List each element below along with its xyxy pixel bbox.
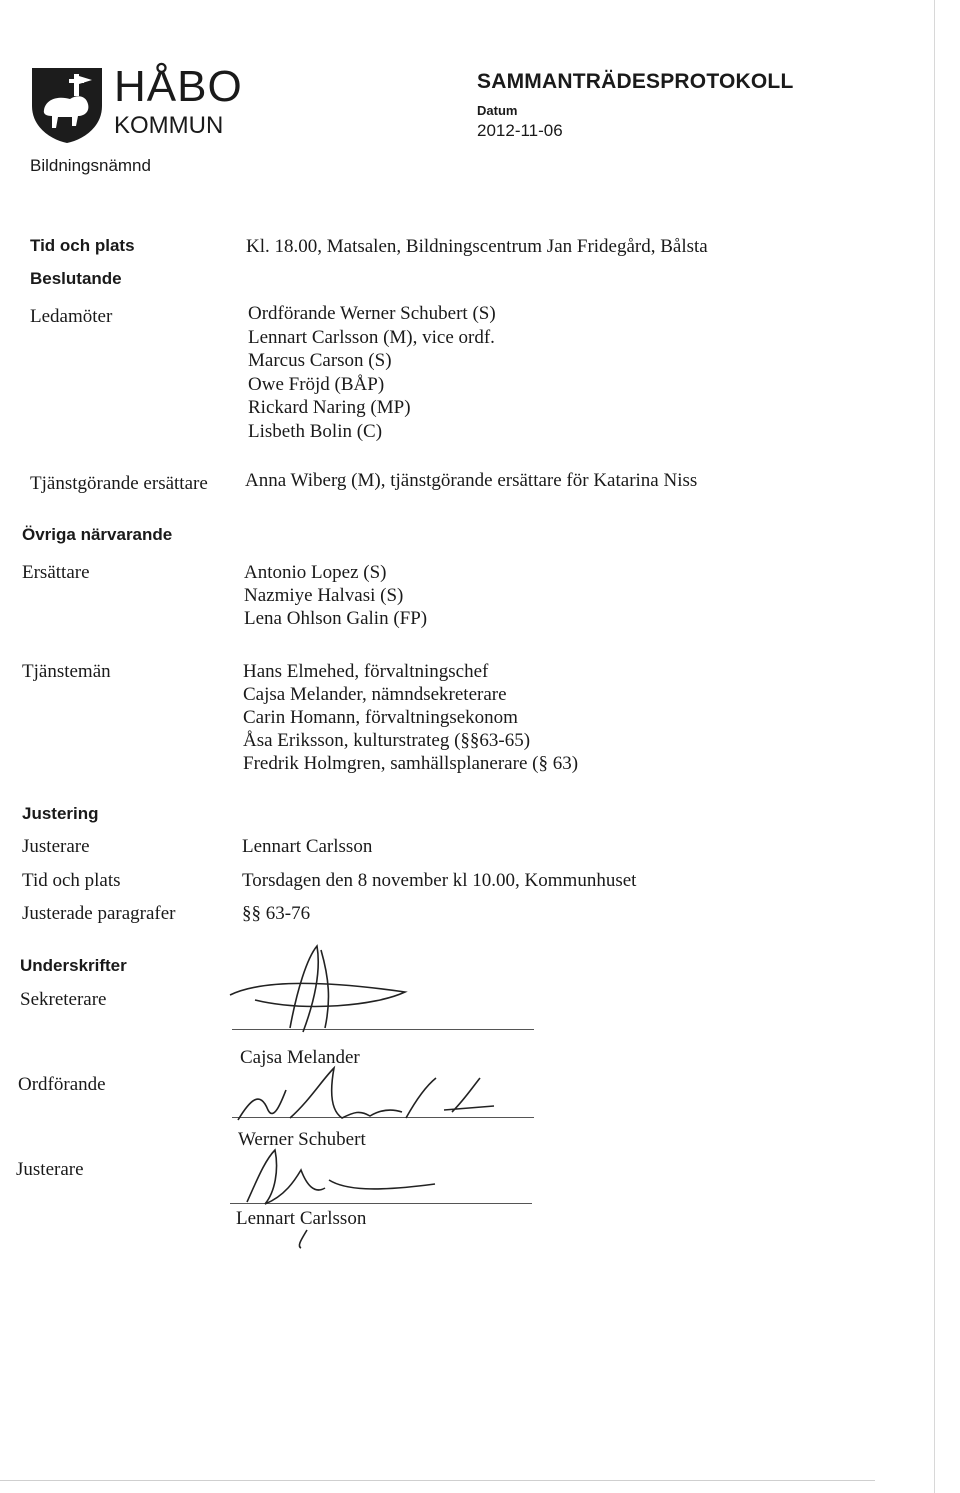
signature-label-chair: Ordförande xyxy=(18,1074,106,1095)
habo-coat-of-arms-icon xyxy=(30,66,104,144)
list-item: Ordförande Werner Schubert (S) xyxy=(248,303,496,324)
date-value: 2012-11-06 xyxy=(477,121,563,140)
time-place-value: Kl. 18.00, Matsalen, Bildningscentrum Jan Fridegård, Bålsta xyxy=(246,236,708,257)
signature-adjuster xyxy=(235,1140,455,1250)
signature-label-secretary: Sekreterare xyxy=(20,989,107,1010)
paragraphs-value: §§ 63-76 xyxy=(242,903,311,924)
page-edge-line xyxy=(934,0,935,1493)
list-item: Cajsa Melander, nämndsekreterare xyxy=(243,684,507,705)
list-item: Owe Fröjd (BÅP) xyxy=(248,373,385,395)
logo-subtitle: KOMMUN xyxy=(114,112,224,139)
logo-name: HÅBO xyxy=(114,62,243,111)
date-label: Datum xyxy=(477,103,518,118)
list-item: Carin Homann, förvaltningsekonom xyxy=(243,707,518,728)
adjuster-value: Lennart Carlsson xyxy=(242,836,373,857)
signature-name-chair: Werner Schubert xyxy=(238,1129,366,1150)
logo xyxy=(30,62,243,144)
deciding-heading: Beslutande xyxy=(30,269,122,288)
members-label: Ledamöter xyxy=(30,306,113,327)
list-item: Hans Elmehed, förvaltningschef xyxy=(243,661,489,682)
alternates-label: Ersättare xyxy=(22,562,90,583)
page-bottom-line xyxy=(0,1480,875,1481)
substitutes-label: Tjänstgörande ersättare xyxy=(30,473,208,494)
list-item: Antonio Lopez (S) xyxy=(244,562,387,583)
list-item: Marcus Carson (S) xyxy=(248,350,392,371)
list-item: Åsa Eriksson, kulturstrateg (§§63-65) xyxy=(243,730,531,751)
signature-secretary xyxy=(225,940,425,1040)
list-item: Lisbeth Bolin (C) xyxy=(248,420,383,442)
signature-chair xyxy=(230,1060,500,1140)
time-place-label: Tid och plats xyxy=(30,236,135,255)
list-item: Nazmiye Halvasi (S) xyxy=(244,585,404,606)
signatures-heading: Underskrifter xyxy=(20,956,127,975)
officials-list xyxy=(243,660,578,775)
members-list xyxy=(248,302,496,443)
list-item: Rickard Naring (MP) xyxy=(248,397,411,418)
adjuster-label: Justerare xyxy=(22,836,90,857)
others-heading: Övriga närvarande xyxy=(22,525,173,544)
officials-label: Tjänstemän xyxy=(22,661,111,682)
adjustment-time-place-value: Torsdagen den 8 november kl 10.00, Kommunhuset xyxy=(242,870,637,891)
document-type: SAMMANTRÄDESPROTOKOLL xyxy=(477,70,794,93)
adjustment-heading: Justering xyxy=(22,804,99,823)
signature-name-adjuster: Lennart Carlsson xyxy=(236,1208,367,1229)
paragraphs-label: Justerade paragrafer xyxy=(22,903,176,924)
alternates-list xyxy=(244,561,427,630)
signature-name-secretary: Cajsa Melander xyxy=(240,1047,360,1068)
department-name: Bildningsnämnd xyxy=(30,156,151,175)
list-item: Fredrik Holmgren, samhällsplanerare (§ 63) xyxy=(243,753,579,774)
adjustment-time-place-label: Tid och plats xyxy=(22,870,121,891)
list-item: Lena Ohlson Galin (FP) xyxy=(244,608,428,629)
list-item: Lennart Carlsson (M), vice ordf. xyxy=(248,326,495,348)
substitutes-value: Anna Wiberg (M), tjänstgörande ersättare för Katarina Niss xyxy=(245,470,698,491)
signature-label-adjuster: Justerare xyxy=(16,1159,84,1180)
